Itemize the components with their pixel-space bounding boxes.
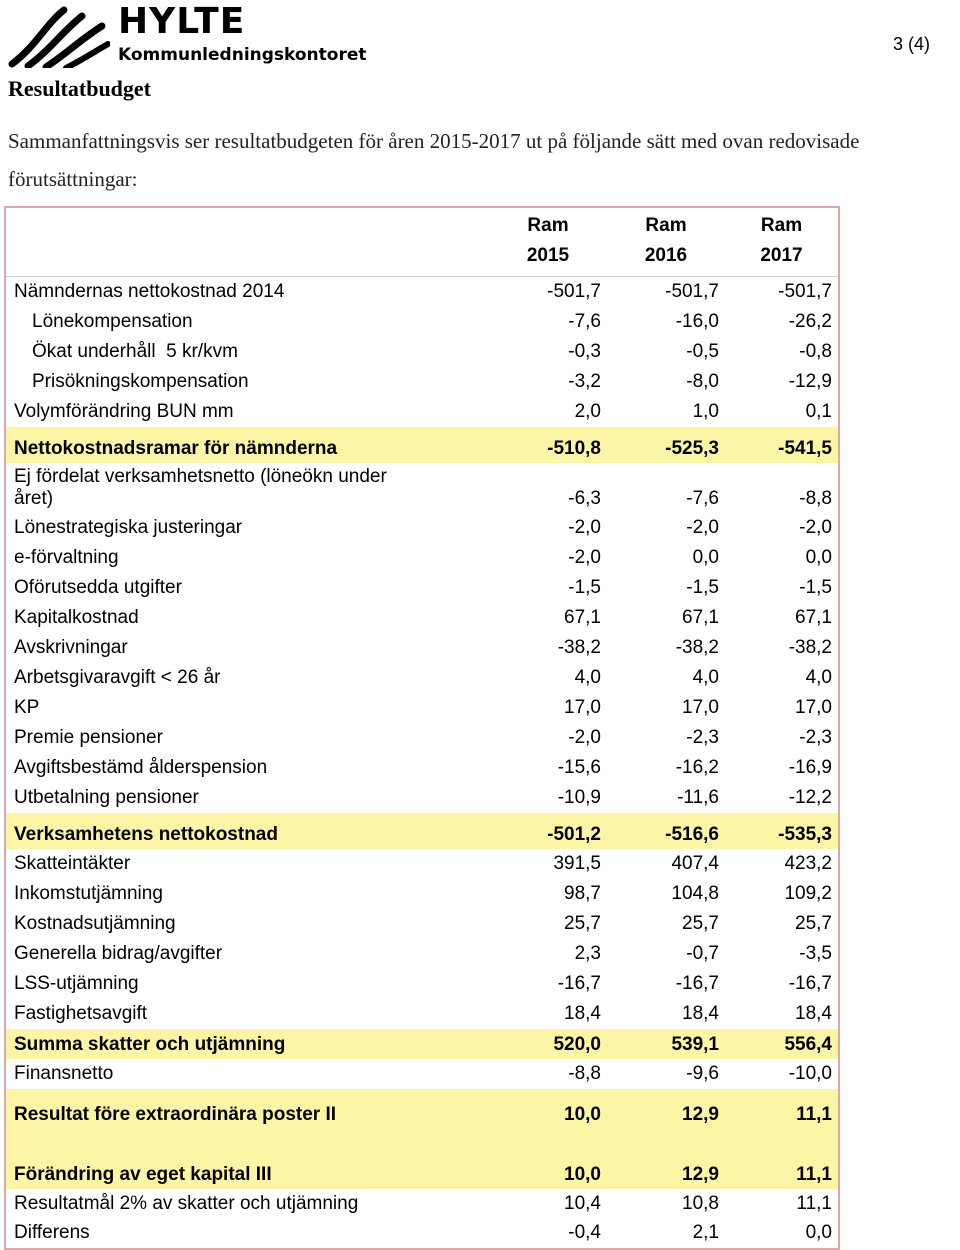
row-value: 17,0: [682, 696, 719, 718]
subtotal-row: [5, 813, 839, 849]
row-label: Avgiftsbestämd ålderspension: [14, 756, 268, 778]
table-row: [5, 543, 839, 573]
row-value: -8,8: [568, 1062, 601, 1084]
row-value: -516,6: [665, 823, 719, 845]
subtotal-row: [5, 1089, 839, 1129]
logo-subtitle: Kommunledningskontoret: [118, 45, 367, 65]
row-value: 109,2: [784, 882, 832, 904]
row-value: -16,2: [675, 756, 719, 778]
row-label: Förändring av eget kapital III: [14, 1163, 272, 1185]
row-label: Arbetsgivaravgift < 26 år: [14, 666, 221, 688]
row-value: -501,7: [665, 280, 719, 302]
row-value: 11,1: [796, 1163, 832, 1185]
column-label: Ram: [645, 215, 687, 236]
row-value: 0,0: [805, 546, 832, 568]
row-value: -38,2: [788, 636, 832, 658]
page-number: 3 (4): [892, 34, 930, 54]
row-value: -2,0: [568, 726, 601, 748]
row-value: -0,4: [568, 1222, 601, 1243]
row-value: 67,1: [682, 606, 719, 628]
row-label: Fastighetsavgift: [14, 1002, 148, 1024]
row-value: 10,8: [682, 1192, 719, 1214]
row-value: 0,0: [805, 1222, 832, 1243]
row-value: -2,3: [686, 726, 719, 748]
table-row: [5, 603, 839, 633]
row-value: -7,6: [568, 310, 601, 332]
row-value: -510,8: [547, 437, 601, 459]
row-value: -38,2: [675, 636, 719, 658]
row-label: Lönekompensation: [32, 310, 193, 332]
row-value: -541,5: [778, 437, 832, 459]
row-value: -11,6: [677, 786, 719, 808]
row-value: 18,4: [682, 1002, 719, 1024]
row-label: Kostnadsutjämning: [14, 912, 176, 934]
row-label: Finansnetto: [14, 1062, 114, 1084]
table-row: [5, 573, 839, 603]
table-row: [5, 1059, 839, 1089]
row-value: 98,7: [564, 882, 601, 904]
row-value: -1,5: [568, 576, 601, 598]
row-value: 17,0: [564, 696, 601, 718]
row-value: 12,9: [682, 1103, 719, 1125]
header-empty: [5, 242, 489, 277]
table-row: [5, 753, 839, 783]
row-value: -2,0: [686, 516, 719, 538]
table-row: [5, 663, 839, 693]
row-label-line: året): [14, 487, 54, 509]
row-label: e-förvaltning: [14, 546, 119, 568]
row-label: Resultat före extraordinära poster II: [14, 1103, 337, 1125]
row-value: 10,4: [564, 1192, 601, 1214]
row-value: -535,3: [778, 823, 832, 845]
row-value: 18,4: [564, 1002, 601, 1024]
table-row: [5, 969, 839, 999]
row-value: 11,1: [796, 1103, 832, 1125]
row-value: -9,6: [686, 1062, 719, 1084]
row-label: Oförutsedda utgifter: [14, 576, 182, 598]
table-row: [5, 693, 839, 723]
row-value: 391,5: [553, 852, 601, 874]
row-label: Volymförändring BUN mm: [14, 400, 234, 422]
row-label: Nettokostnadsramar för nämnderna: [14, 437, 338, 459]
row-value: -0,7: [686, 942, 719, 964]
row-value: -1,5: [799, 576, 832, 598]
row-value: -16,7: [557, 972, 601, 994]
row-value: -8,8: [799, 487, 832, 509]
table-row: [5, 633, 839, 663]
row-value: -16,9: [788, 756, 832, 778]
row-label: Prisökningskompensation: [32, 370, 249, 392]
row-value: -2,0: [568, 516, 601, 538]
table-row: [5, 1189, 839, 1219]
header-empty: [5, 207, 489, 242]
row-value: -16,7: [788, 972, 832, 994]
row-value: 1,0: [692, 400, 719, 422]
row-value: 12,9: [682, 1163, 719, 1185]
row-value: -38,2: [557, 636, 601, 658]
row-value: -501,7: [778, 280, 832, 302]
row-label: Premie pensioner: [14, 726, 163, 748]
row-value: -12,9: [788, 370, 832, 392]
table-row: [5, 337, 839, 367]
subtotal-row: [5, 427, 839, 463]
row-value: 423,2: [784, 852, 832, 874]
row-value: 0,1: [805, 400, 832, 422]
row-label: LSS-utjämning: [14, 972, 139, 994]
subtotal-row: [5, 1153, 839, 1189]
table-row: [5, 999, 839, 1029]
row-value: -1,5: [686, 576, 719, 598]
row-value: 67,1: [795, 606, 832, 628]
header-row-labels: [5, 207, 839, 242]
row-value: 4,0: [692, 666, 719, 688]
row-label: Nämndernas nettokostnad 2014: [14, 280, 285, 302]
row-value: -10,0: [788, 1062, 832, 1084]
row-value: 520,0: [553, 1033, 601, 1055]
row-value: -8,0: [686, 370, 719, 392]
row-value: 25,7: [795, 912, 832, 934]
row-label: KP: [14, 696, 40, 718]
row-value: 11,1: [796, 1192, 832, 1214]
page-title: Resultatbudget: [8, 76, 152, 101]
row-label: Avskrivningar: [14, 636, 128, 658]
logo-title: HYLTE: [118, 1, 246, 42]
row-value: 539,1: [671, 1033, 719, 1055]
table-row: [5, 879, 839, 909]
row-label: [5, 463, 489, 513]
row-value: 4,0: [805, 666, 832, 688]
row-value: 67,1: [564, 606, 601, 628]
row-value: 10,0: [564, 1163, 601, 1185]
row-value: -16,7: [675, 972, 719, 994]
intro-paragraph: Sammanfattningsvis ser resultatbudgeten för åren 2015-2017 ut på följande sätt med ovan redovisade förutsättningar:: [8, 129, 860, 191]
column-year: 2015: [489, 242, 607, 277]
hylte-emblem-icon: [6, 4, 110, 68]
table-row: [5, 1219, 839, 1249]
table-row: [5, 397, 839, 427]
row-value: -16,0: [675, 310, 719, 332]
row-value: -3,2: [568, 370, 601, 392]
row-value: -10,9: [557, 786, 601, 808]
row-value: -26,2: [788, 310, 832, 332]
row-value: -501,2: [547, 823, 601, 845]
row-value: 17,0: [795, 696, 832, 718]
row-label: Differens: [14, 1222, 90, 1243]
spacer-row: [5, 1129, 839, 1153]
row-value: 10,0: [564, 1103, 601, 1125]
table-row: [5, 307, 839, 337]
subtotal-row: [5, 1029, 839, 1059]
row-label-line: Ej fördelat verksamhetsnetto (löneökn under: [14, 465, 387, 487]
column-label: Ram: [760, 215, 803, 236]
table-row: [5, 367, 839, 397]
row-value: -15,6: [557, 756, 601, 778]
row-value: 0,0: [692, 546, 719, 568]
row-label: Utbetalning pensioner: [14, 786, 199, 808]
table-row: [5, 783, 839, 813]
row-value: -6,3: [568, 487, 601, 509]
header-row-years: [5, 242, 839, 277]
row-value: -525,3: [665, 437, 719, 459]
row-value: -0,8: [799, 340, 832, 362]
row-label: Lönestrategiska justeringar: [14, 516, 243, 538]
row-label: Resultatmål 2% av skatter och utjämning: [14, 1192, 359, 1214]
row-label: Generella bidrag/avgifter: [14, 942, 223, 964]
row-value: 25,7: [682, 912, 719, 934]
row-value: 25,7: [564, 912, 601, 934]
row-label: Ökat underhåll 5 kr/kvm: [32, 340, 238, 362]
table-row: [5, 277, 839, 307]
table-row: [5, 909, 839, 939]
row-value: 2,0: [574, 400, 601, 422]
row-value: -0,3: [568, 340, 601, 362]
row-label: Summa skatter och utjämning: [14, 1033, 286, 1055]
row-value: 4,0: [574, 666, 601, 688]
row-value: -2,0: [568, 546, 601, 568]
row-value: -3,5: [799, 942, 832, 964]
table-row: [5, 463, 839, 513]
table-row: [5, 513, 839, 543]
row-value: -0,5: [686, 340, 719, 362]
row-value: 407,4: [671, 852, 719, 874]
table-row: [5, 849, 839, 879]
row-value: 2,1: [692, 1222, 719, 1243]
row-value: -7,6: [686, 487, 719, 509]
spacer-cell: [5, 1129, 839, 1153]
hylte-logo: [6, 1, 367, 68]
row-label: Skatteintäkter: [14, 852, 131, 874]
table-row: [5, 939, 839, 969]
row-label: Kapitalkostnad: [14, 606, 139, 628]
row-value: 104,8: [671, 882, 719, 904]
budget-table: [4, 206, 840, 1250]
column-year: 2016: [607, 242, 725, 277]
column-year: 2017: [725, 242, 839, 277]
column-label: Ram: [527, 215, 569, 236]
table-row: [5, 723, 839, 753]
row-label: Inkomstutjämning: [14, 882, 163, 904]
row-value: -2,3: [799, 726, 832, 748]
row-value: 18,4: [795, 1002, 832, 1024]
row-value: -2,0: [799, 516, 832, 538]
row-value: -501,7: [547, 280, 601, 302]
row-value: 2,3: [574, 942, 601, 964]
row-value: 556,4: [784, 1033, 832, 1055]
row-value: -12,2: [788, 786, 832, 808]
row-label: Verksamhetens nettokostnad: [14, 823, 278, 845]
